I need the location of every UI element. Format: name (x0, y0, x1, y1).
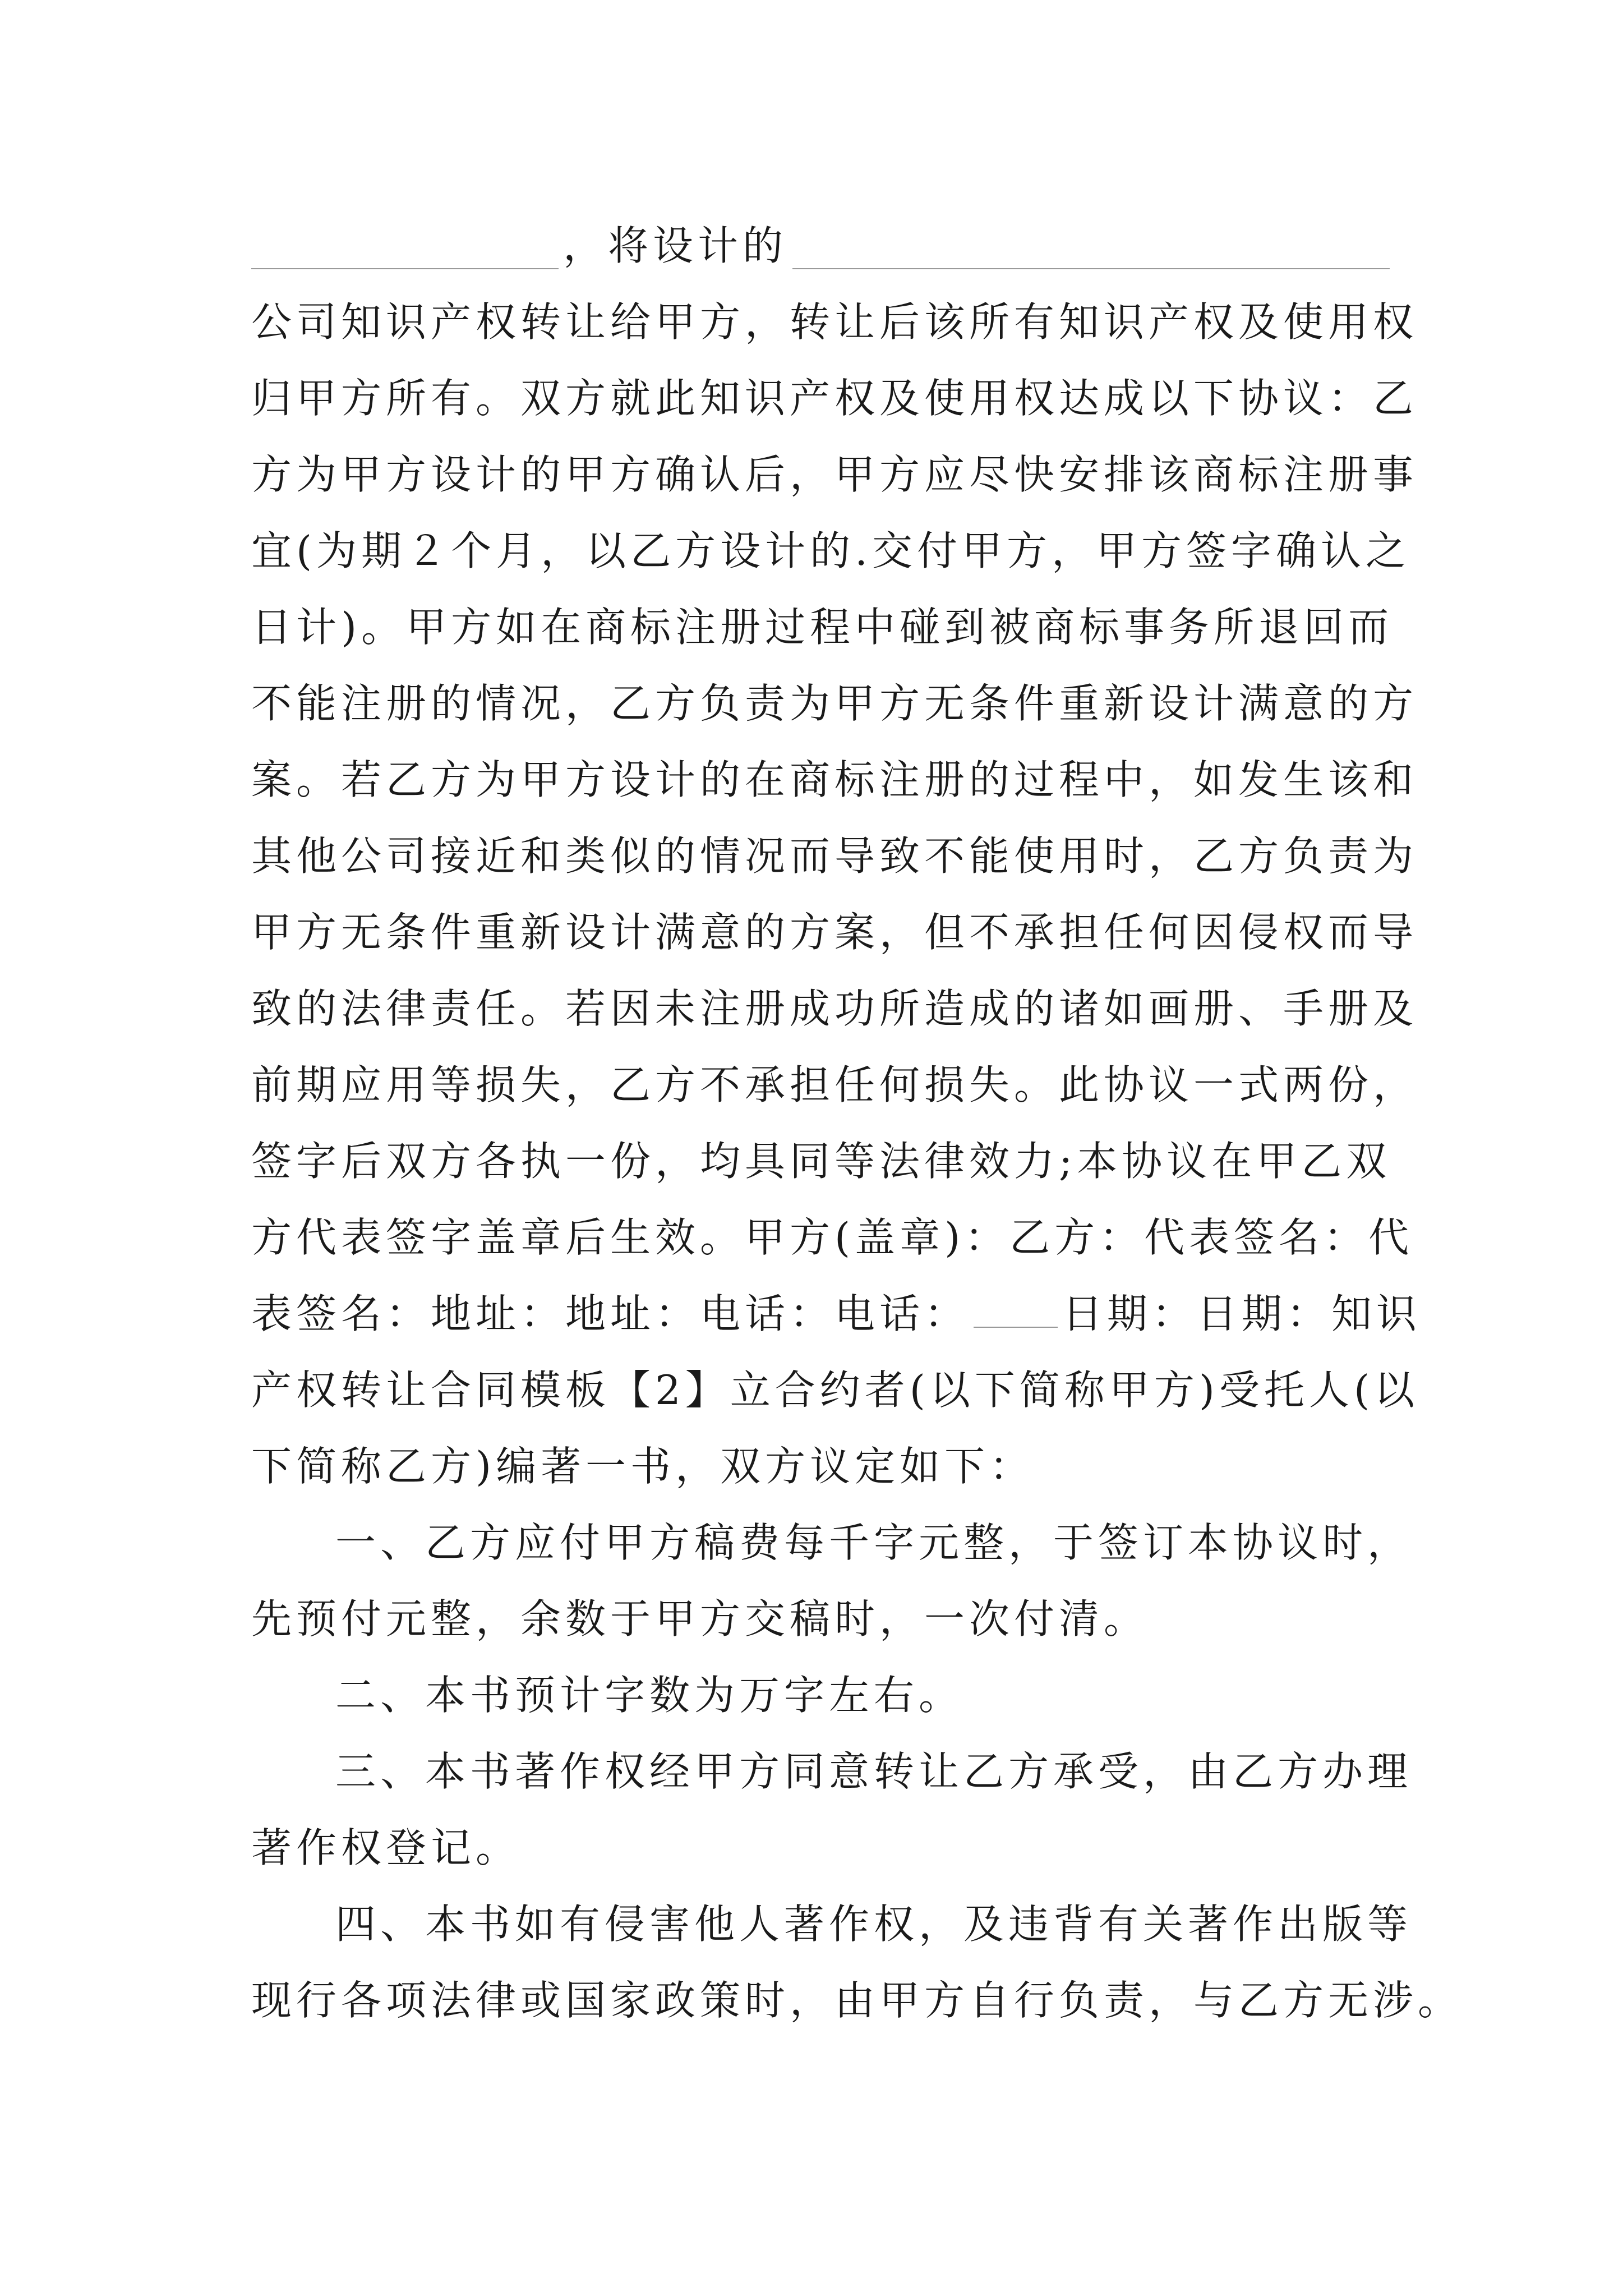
text-line: 甲方无条件重新设计满意的方案，但不承担任何因侵权而导 (251, 909, 1418, 956)
text-line: 产权转让合同模板【2】立合约者(以下简称甲方)受托人(以 (251, 1366, 1419, 1414)
clause-1-rest: 先预付元整，余数于甲方交稿时，一次付清。 (251, 1595, 1149, 1642)
text-line: 方代表签字盖章后生效。甲方(盖章)：乙方：代表签名：代 (251, 1214, 1414, 1261)
opening-text: ，将设计的 (563, 222, 788, 269)
text-line: 不能注册的情况，乙方负责为甲方无条件重新设计满意的方 (251, 680, 1418, 727)
blank-field-inline (974, 1323, 1058, 1328)
clause-3-rest: 著作权登记。 (251, 1824, 521, 1871)
blank-field-left (251, 268, 559, 269)
text-line: 方为甲方设计的甲方确认后，甲方应尽快安排该商标注册事 (251, 451, 1418, 498)
clause-3-first: 三、本书著作权经甲方同意转让乙方承受，由乙方办理 (335, 1748, 1413, 1795)
blank-field-right (792, 268, 1390, 269)
text-line: 前期应用等损失，乙方不承担任何损失。此协议一式两份， (251, 1061, 1418, 1108)
signature-text-before: 表签名：地址：地址：电话：电话： (251, 1290, 970, 1337)
text-line: 公司知识产权转让给甲方，转让后该所有知识产权及使用权 (251, 298, 1418, 346)
signature-text-after: 日期：日期：知识 (1062, 1290, 1422, 1337)
text-line: 签字后双方各执一份，均具同等法律效力;本协议在甲乙双 (251, 1138, 1391, 1185)
clause-2-first: 二、本书预计字数为万字左右。 (335, 1672, 964, 1719)
clause-4-rest: 现行各项法律或国家政策时，由甲方自行负责，与乙方无涉。 (251, 1977, 1463, 2024)
signature-line (251, 1276, 1422, 1352)
clause-1-first: 一、乙方应付甲方稿费每千字元整，于签订本协议时， (335, 1519, 1413, 1566)
text-line: 案。若乙方为甲方设计的在商标注册的过程中，如发生该和 (251, 756, 1418, 803)
text-line: 宜(为期２个月，以乙方设计的.交付甲方，甲方签字确认之 (251, 527, 1410, 574)
text-line: 其他公司接近和类似的情况而导致不能使用时，乙方负责为 (251, 832, 1418, 880)
text-line: 下简称乙方)编著一书，双方议定如下： (251, 1443, 1035, 1490)
document-body (251, 208, 1463, 2039)
text-line: 归甲方所有。双方就此知识产权及使用权达成以下协议：乙 (251, 375, 1418, 422)
clause-4-first: 四、本书如有侵害他人著作权，及违背有关著作出版等 (335, 1901, 1413, 1948)
text-line: 致的法律责任。若因未注册成功所造成的诸如画册、手册及 (251, 985, 1418, 1032)
text-line: 日计)。甲方如在商标注册过程中碰到被商标事务所退回而 (251, 604, 1394, 651)
opening-line (251, 208, 1390, 284)
